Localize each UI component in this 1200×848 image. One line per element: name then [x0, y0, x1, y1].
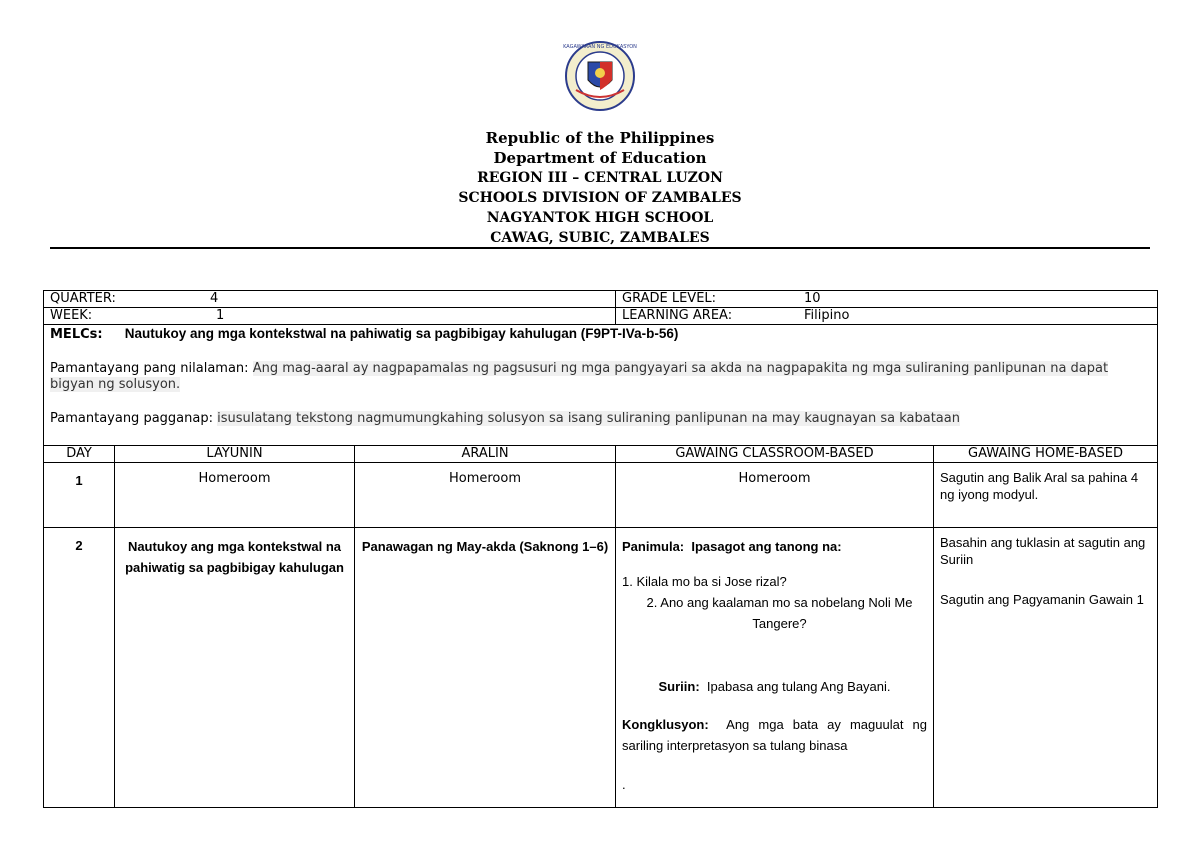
header-line-2: Department of Education — [493, 149, 707, 167]
day-cell: 2 — [44, 528, 115, 808]
panimula — [622, 536, 927, 557]
aralin-cell: Homeroom — [355, 463, 616, 528]
header-line-5: NAGYANTOK HIGH SCHOOL — [486, 210, 714, 226]
trailing-dot: . — [622, 777, 626, 792]
col-home-header: GAWAING HOME-BASED — [934, 446, 1158, 463]
kongklusyon-text: Ang mga bata ay maguulat ng sariling interpretasyon sa tulang binasa — [622, 717, 928, 753]
header-line-6: CAWAG, SUBIC, ZAMBALES — [490, 230, 710, 246]
home-task-1: Basahin ang tuklasin at sagutin ang Suriin — [940, 535, 1146, 567]
table-row — [44, 463, 1158, 528]
header-line-1: Republic of the Philippines — [485, 129, 715, 147]
home-cell: Sagutin ang Balik Aral sa pahina 4 ng iyong modyul. — [934, 463, 1158, 528]
performance-standard — [50, 411, 1151, 427]
header-divider — [50, 247, 1150, 249]
seal-text: KAGAWARAN NG EDUKASYON — [563, 44, 637, 50]
content-standard-value: Ang mag-aaral ay nagpapamalas ng pagsusuri ng mga pangyayari sa akda na nagpapakita ng mga suliraning panlipunan na dapat bigyan ng solusyon. — [50, 361, 1109, 392]
header-line-3: REGION III – CENTRAL LUZON — [477, 170, 723, 186]
column-header-row — [44, 446, 1158, 463]
classroom-cell: Homeroom — [616, 463, 934, 528]
performance-standard-value: isusulatang tekstong nagmumungkahing solusyon sa isang suliraning panlipunan na may kaugnayan sa kabataan — [217, 411, 960, 426]
melc-line — [50, 326, 1151, 342]
content-standard-label: Pamantayang pang nilalaman: — [50, 361, 249, 376]
area-label: LEARNING AREA: — [622, 308, 733, 323]
panimula-text: Ipasagot ang tanong na: — [691, 539, 842, 554]
performance-standard-label: Pamantayang pagganap: — [50, 411, 213, 426]
quarter-label: QUARTER: — [50, 291, 116, 306]
week-row — [44, 308, 1158, 325]
panimula-label: Panimula: — [622, 539, 685, 554]
classroom-cell — [616, 528, 934, 808]
day-cell: 1 — [44, 463, 115, 528]
kongklusyon — [622, 714, 927, 756]
melc-label: MELCs: — [50, 327, 103, 342]
melc-cell — [44, 325, 1158, 446]
home-task-2: Sagutin ang Pagyamanin Gawain 1 — [940, 592, 1144, 607]
grade-value: 10 — [804, 291, 821, 306]
home-cell — [934, 528, 1158, 808]
grade-label: GRADE LEVEL: — [622, 291, 717, 306]
kongklusyon-label: Kongklusyon: — [622, 717, 709, 732]
table-row — [44, 528, 1158, 808]
melc-row — [44, 325, 1158, 446]
letterhead — [0, 128, 1200, 248]
header-line-4: SCHOOLS DIVISION OF ZAMBALES — [458, 190, 742, 206]
deped-seal — [556, 40, 644, 112]
melc-text: Nautukoy ang mga kontekstwal na pahiwatig sa pagbibigay kahulugan (F9PT-IVa-b-56) — [124, 326, 679, 341]
col-day-header: DAY — [44, 446, 115, 463]
question-1: 1. Kilala mo ba si Jose rizal? — [622, 574, 787, 589]
suriin-label: Suriin: — [658, 679, 700, 694]
layunin-cell: Nautukoy ang mga kontekstwal na pahiwatig sa pagbibigay kahulugan — [115, 528, 355, 808]
quarter-value: 4 — [210, 291, 219, 306]
col-classroom-header: GAWAING CLASSROOM-BASED — [616, 446, 934, 463]
week-cell — [44, 308, 616, 325]
layunin-cell: Homeroom — [115, 463, 355, 528]
week-value: 1 — [216, 308, 225, 323]
area-cell — [616, 308, 1158, 325]
week-label: WEEK: — [50, 308, 93, 323]
lesson-plan-table — [43, 290, 1158, 808]
col-layunin-header: LAYUNIN — [115, 446, 355, 463]
grade-cell — [616, 291, 1158, 308]
quarter-row — [44, 291, 1158, 308]
suriin — [622, 676, 927, 697]
suriin-text: Ipabasa ang tulang Ang Bayani. — [706, 679, 891, 694]
area-value: Filipino — [804, 308, 850, 323]
question-2: 2. Ano ang kaalaman mo sa nobelang Noli Me Tangere? — [646, 595, 913, 631]
quarter-cell — [44, 291, 616, 308]
aralin-cell: Panawagan ng May-akda (Saknong 1–6) — [355, 528, 616, 808]
content-standard — [50, 361, 1151, 393]
col-aralin-header: ARALIN — [355, 446, 616, 463]
